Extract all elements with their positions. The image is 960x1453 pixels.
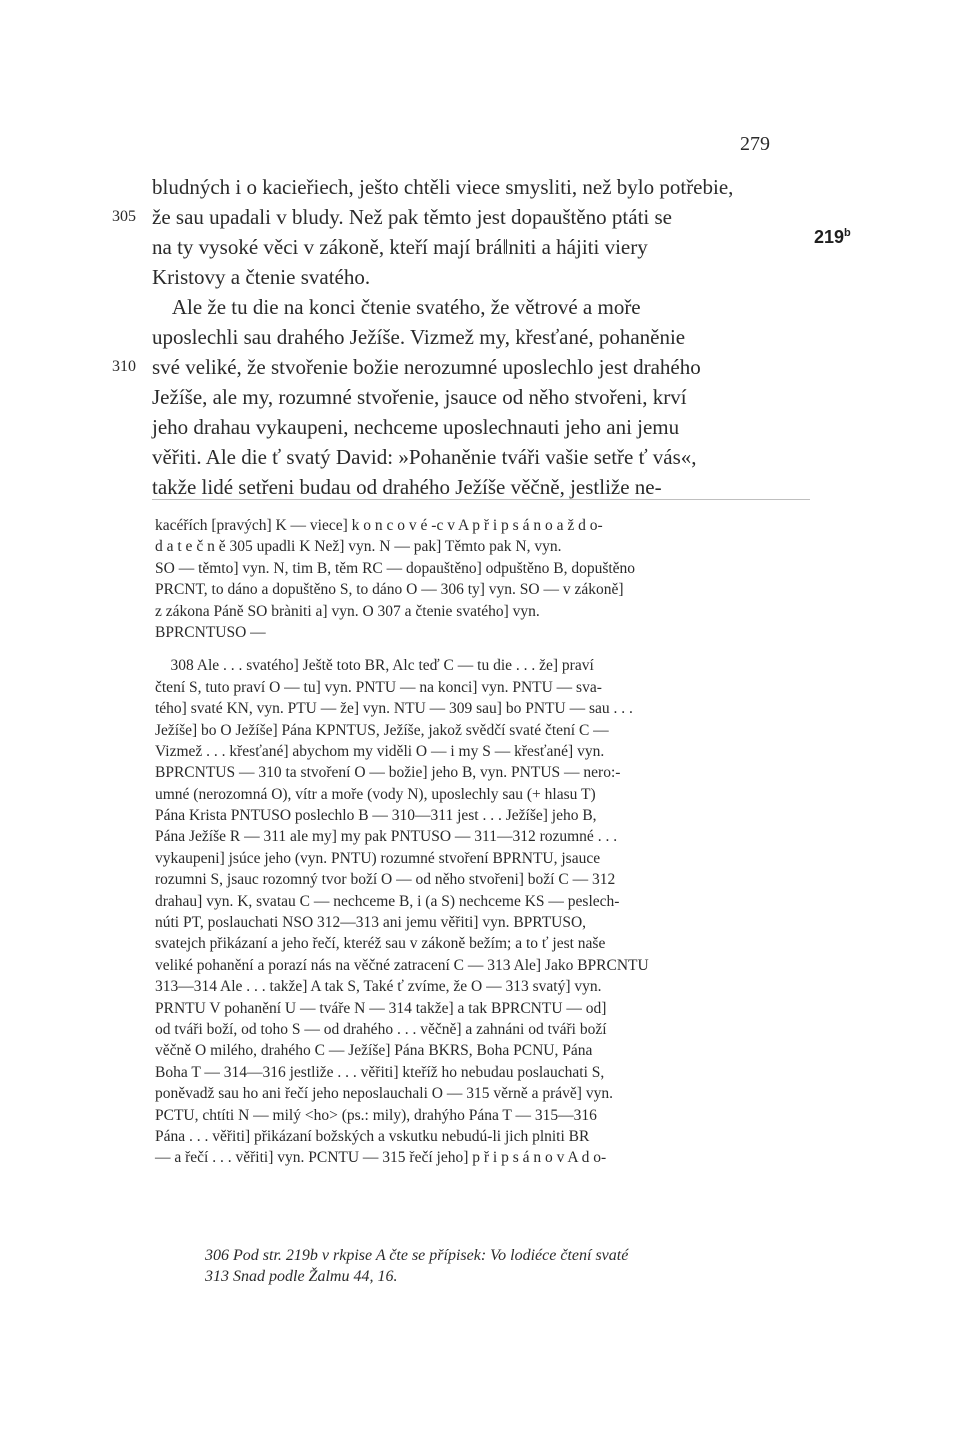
apparatus-line: PRCNT, to dáno a dopuštěno S, to dáno O — 306 ty] vyn. SO — v zákoně] (155, 581, 624, 599)
apparatus-line: věčně O milého, drahého C — Ježíše] Pána BKRS, Boha PCNU, Pána (155, 1042, 593, 1060)
text-line (112, 352, 812, 382)
line-text: bludných i o kacieřiech, ješto chtěli viece smysliti, než bylo potřebie, (152, 175, 734, 199)
line-text: Ale že tu die na konci čtenie svatého, že větrové a moře (152, 295, 641, 319)
footnote-line: 313 Snad podle Žalmu 44, 16. (205, 1268, 398, 1285)
main-text (112, 172, 812, 502)
apparatus-block-1 (155, 515, 805, 643)
apparatus-line: umné (nerozomná O), vítr a moře (vody N), uposlechly sau (+ hlasu T) (155, 785, 596, 803)
text-line (152, 322, 812, 352)
text-line (152, 232, 812, 262)
margin-folio-reference (814, 227, 851, 248)
apparatus-block-2 (155, 655, 805, 1168)
text-line (152, 292, 812, 322)
critical-apparatus (155, 515, 805, 1169)
apparatus-line: Vizmež . . . křesťané] abychom my viděli O — i my S — křesťané] vyn. (155, 742, 605, 760)
apparatus-line: Boha T — 314—316 jestliže . . . věřiti] kteříž ho nebudau poslauchati S, (155, 1063, 605, 1081)
line-text: na ty vysoké věci v zákoně, kteří mají brá‖niti a hájiti viery (152, 235, 648, 259)
line-text: jeho drahau vykaupeni, nechceme uposlechnauti jeho ani jemu (152, 415, 680, 439)
line-text: Ježíše, ale my, rozumné stvořenie, jsauce od něho stvořeni, krví (152, 385, 687, 409)
text-line (152, 382, 812, 412)
line-text: takže lidé setřeni budau od drahého Ježíše věčně, jestliže ne- (152, 475, 662, 499)
apparatus-line: čtení S, tuto praví O — tu] vyn. PNTU — na konci] vyn. PNTU — sva- (155, 678, 602, 696)
apparatus-line: PRNTU V pohanění U — tváře N — 314 takže] a tak BPRCNTU — od] (155, 999, 607, 1017)
apparatus-line: Pána . . . věřiti] přikázaní božských a vskutku nebudú-li jich plniti BR (155, 1127, 590, 1145)
apparatus-line: svatejch přikázaní a jeho řečí, kteréž sau v zákoně bežím; a to ť jest naše (155, 935, 606, 953)
apparatus-line: drahau] vyn. K, svatau C — nechceme B, i (a S) nechceme KS — peslech- (155, 892, 620, 910)
line-number: 305 (112, 208, 136, 225)
line-number: 310 (112, 358, 136, 375)
apparatus-line: z zákona Páně SO bràniti a] vyn. O 307 a čtenie svatého] vyn. (155, 602, 540, 620)
text-line (112, 202, 812, 232)
apparatus-line: 308 Ale . . . svatého] Ještě toto BR, Alc teď C — tu die . . . že] praví (155, 657, 594, 675)
footnote-line: 306 Pod str. 219b v rkpise A čte se přípisek: Vo lodiéce čtení svaté (205, 1247, 629, 1264)
apparatus-line: Pána Ježíše R — 311 ale my] my pak PNTUSO — 311—312 rozumné . . . (155, 828, 618, 846)
line-text: že sau upadali v bludy. Než pak těmto jest dopauštěno ptáti se (152, 205, 672, 229)
apparatus-line: Ježíše] bo O Ježíše] Pána KPNTUS, Ježíše, jakož svědčí svaté čtení C — (155, 721, 609, 739)
footnotes (205, 1245, 805, 1287)
margin-folio-side: b (844, 227, 851, 239)
apparatus-line: poněvadž sau ho ani řečí jeho neposlauchali O — 315 věrně a právě] vyn. (155, 1085, 613, 1103)
apparatus-line: BPRCNTUS — 310 ta stvoření O — božie] jeho B, vyn. PNTUS — nero:- (155, 764, 621, 782)
text-line (152, 442, 812, 472)
apparatus-separator (152, 499, 810, 500)
apparatus-line: Pána Krista PNTUSO poslechlo B — 310—311 jest . . . Ježíše] jeho B, (155, 807, 597, 825)
apparatus-line: núti PT, poslauchati NSO 312—313 ani jemu věřiti] vyn. BPRTUSO, (155, 914, 587, 932)
apparatus-line: 313—314 Ale . . . takže] A tak S, Také ť zvíme, že O — 313 svatý] vyn. (155, 978, 602, 996)
line-text: věřiti. Ale die ť svatý David: »Pohaněnie tváři vašie setře ť vás«, (152, 445, 697, 469)
apparatus-line: kacéřích [pravých] K — viece] k o n c o v é -c v A p ř i p s á n o a ž d o- (155, 517, 603, 534)
text-line (152, 412, 812, 442)
text-line (152, 472, 812, 502)
apparatus-line: veliké pohanění a porazí nás na věčné zatracení C — 313 Ale] Jako BPRCNTU (155, 956, 649, 974)
apparatus-line: PCTU, chtíti N — milý <ho> (ps.: mily), drahýho Pána T — 315—316 (155, 1106, 597, 1124)
apparatus-line: tého] svaté KN, vyn. PTU — že] vyn. NTU — 309 sau] bo PNTU — sau . . . (155, 700, 633, 718)
apparatus-line: od tváři boží, od toho S — od drahého . . . věčně] a zahnáni od tváři boží (155, 1020, 607, 1038)
apparatus-line: rozumni S, jsauc rozomný tvor boží O — od něho stvořeni] boží C — 312 (155, 871, 616, 889)
line-text: své veliké, že stvořenie božie nerozumné uposlechlo jest drahého (152, 355, 701, 379)
text-line (152, 172, 812, 202)
apparatus-line: BPRCNTUSO — (155, 623, 266, 641)
line-text: uposlechli sau drahého Ježíše. Vizmež my, křesťané, pohaněnie (152, 325, 686, 349)
apparatus-line: — a řečí . . . věřiti] vyn. PCNTU — 315 řečí jeho] p ř i p s á n o v A d o- (155, 1149, 607, 1167)
margin-folio-number: 219 (814, 227, 845, 247)
apparatus-line: SO — těmto] vyn. N, tim B, těm RC — dopauštěno] odpuštěno B, dopuštěno (155, 559, 636, 577)
apparatus-line: d a t e č n ě 305 upadli K Než] vyn. N — pak] Těmto pak N, vyn. (155, 538, 562, 556)
apparatus-line: vykaupeni] jsúce jeho (vyn. PNTU) rozumné stvoření BPRNTU, jsauce (155, 849, 601, 867)
page-number: 279 (740, 133, 770, 155)
line-text: Kristovy a čtenie svatého. (152, 265, 371, 289)
text-line (152, 262, 812, 292)
